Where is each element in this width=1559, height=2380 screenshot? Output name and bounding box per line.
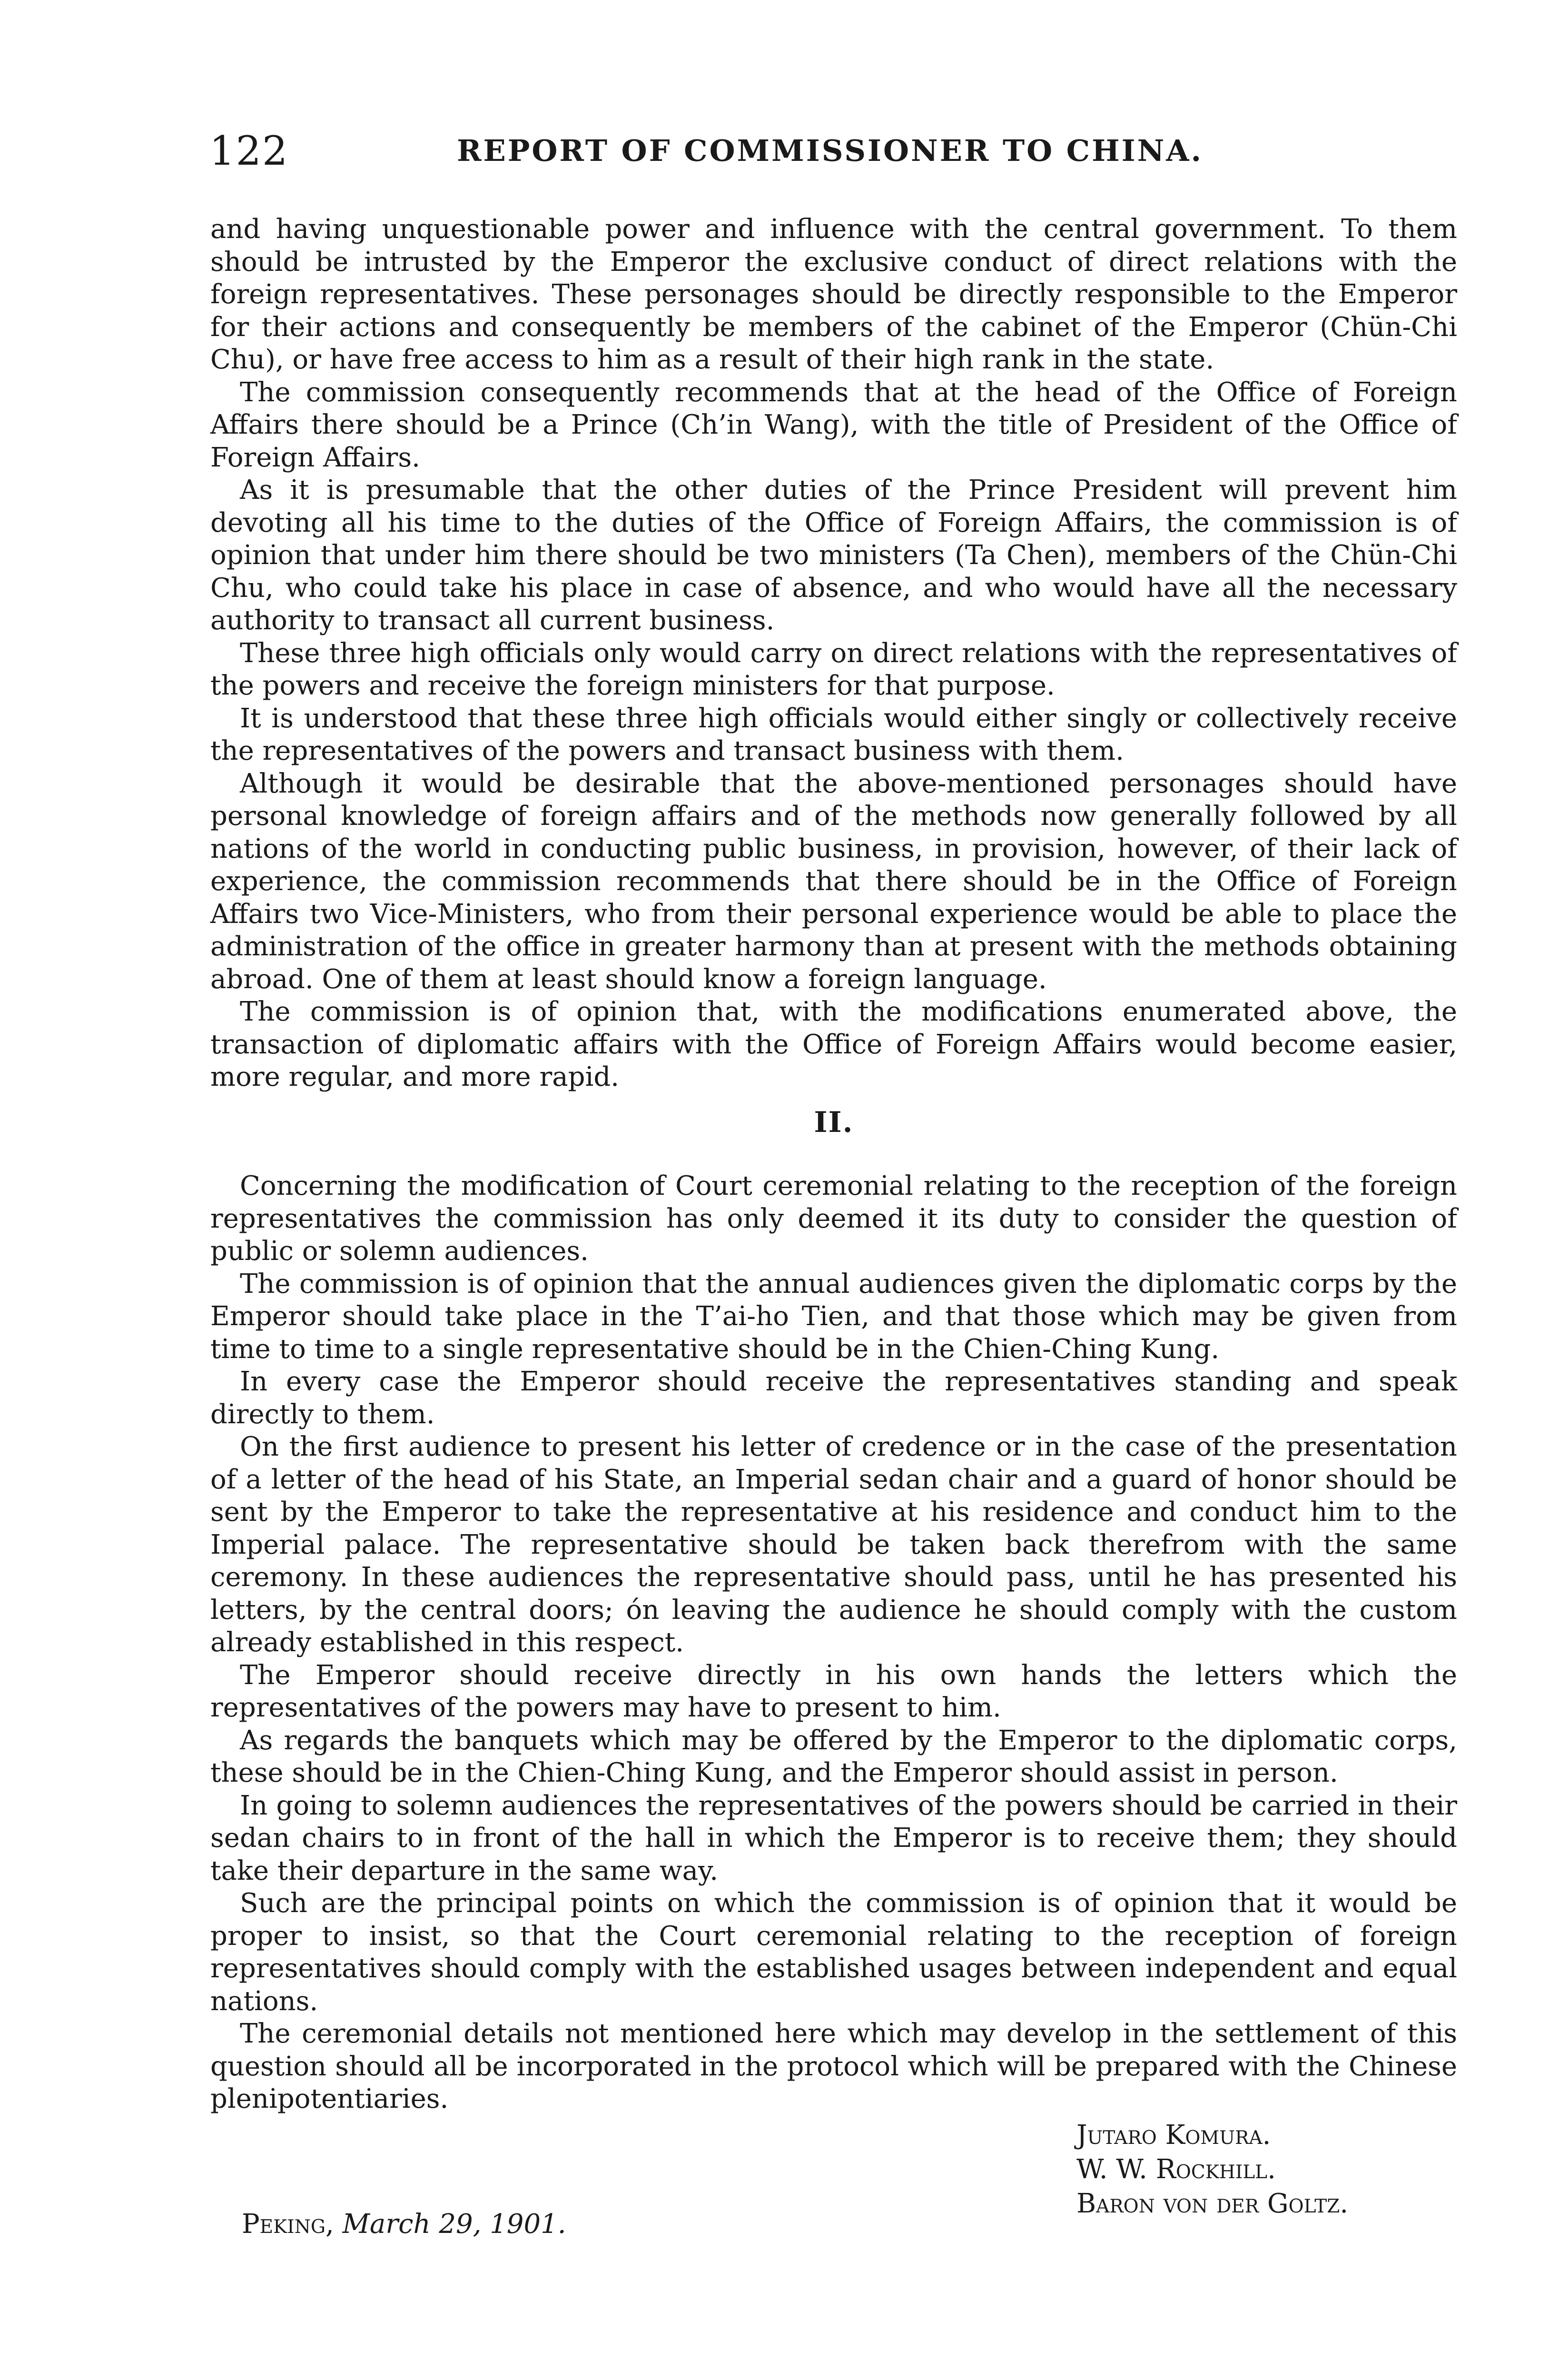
paragraph: It is understood that these three high officials would either singly or collectively receive the representatives of the powers and transact business with them.: [210, 703, 1457, 766]
paragraph: The commission is of opinion that the annual audiences given the diplomatic corps by the Emperor should take place in the T’ai-ho Tien, and that those which may be given from time to time to a single representative should be in the Chien-Ching Kung.: [210, 1268, 1457, 1365]
paragraph: These three high officials only would carry on direct relations with the representatives of the powers and receive the foreign ministers for that purpose.: [210, 637, 1457, 701]
paragraph: Such are the principal points on which the commission is of opinion that it would be proper to insist, so that the Court ceremonial relating to the reception of foreign representatives should comply with the established usages between independent and equal nations.: [210, 1888, 1457, 2017]
signature-block: [1076, 2118, 1348, 2221]
dateline-date: March 29, 1901.: [342, 2209, 566, 2240]
paragraph: As it is presumable that the other duties of the Prince President will prevent him devoting all his time to the duties of the Office of Foreign Affairs, the commission is of opinion that under him there should be two ministers (Ta Chen), members of the Chün-Chi Chu, who could take his place in case of absence, and who would have all the necessary authority to transact all current business.: [210, 475, 1457, 636]
page-header: [209, 128, 1456, 180]
dateline-place: Peking,: [242, 2209, 334, 2240]
section-heading: II.: [814, 1105, 854, 1139]
paragraph: Although it would be desirable that the above-mentioned personages should have personal knowledge of foreign affairs and of the methods now generally followed by all nations of the world in conducting public business, in provision, however, of their lack of experience, the commission recommends that there should be in the Office of Foreign Affairs two Vice-Ministers, who from their personal experience would be able to place the administration of the office in greater harmony than at present with the methods obtaining abroad. One of them at least should know a foreign language.: [210, 768, 1457, 995]
signatory-name: W. W. Rockhill.: [1076, 2154, 1276, 2185]
paragraph: The ceremonial details not mentioned here which may develop in the settlement of this question should all be incorporated in the protocol which will be prepared with the Chinese plenipotentiaries.: [210, 2018, 1457, 2114]
paragraph: and having unquestionable power and influence with the central government. To them should be intrusted by the Emperor the exclusive conduct of direct relations with the foreign representatives. These personages should be directly responsible to the Emperor for their actions and consequently be members of the cabinet of the Emperor (Chün-Chi Chu), or have free access to him as a result of their high rank in the state.: [210, 214, 1457, 375]
running-title: REPORT OF COMMISSIONER TO CHINA.: [457, 133, 1204, 168]
paragraph: The commission is of opinion that, with the modifications enumerated above, the transaction of diplomatic affairs with the Office of Foreign Affairs would become easier, more regular, and more rapid.: [210, 996, 1457, 1092]
page-number: 122: [209, 128, 289, 174]
dateline: [242, 2209, 566, 2240]
paragraph: On the first audience to present his letter of credence or in the case of the presentation of a letter of the head of his State, an Imperial sedan chair and a guard of honor should be sent by the Emperor to take the representative at his residence and conduct him to the Imperial palace. The representative should be taken back therefrom with the same ceremony. In these audiences the representative should pass, until he has presented his letters, by the central doors; ón leaving the audience he should comply with the custom already established in this respect.: [210, 1431, 1457, 1658]
signatory-name: Jutaro Komura.: [1076, 2120, 1271, 2151]
paragraph: Concerning the modification of Court ceremonial relating to the reception of the foreign representatives the commission has only deemed it its duty to consider the question of public or solemn audiences.: [210, 1170, 1457, 1267]
paragraph: In going to solemn audiences the representatives of the powers should be carried in their sedan chairs to in front of the hall in which the Emperor is to receive them; they should take their departure in the same way.: [210, 1790, 1457, 1886]
paragraph: The Emperor should receive directly in his own hands the letters which the representatives of the powers may have to present to him.: [210, 1659, 1457, 1723]
body-text: [210, 213, 1457, 2116]
paragraph: In every case the Emperor should receive the representatives standing and speak directly to them.: [210, 1366, 1457, 1430]
signatory-name: Baron von der Goltz.: [1076, 2188, 1349, 2219]
paragraph: As regards the banquets which may be offered by the Emperor to the diplomatic corps, these should be in the Chien-Ching Kung, and the Emperor should assist in person.: [210, 1725, 1457, 1788]
paragraph: The commission consequently recommends that at the head of the Office of Foreign Affairs there should be a Prince (Ch’in Wang), with the title of President of the Office of Foreign Affairs.: [210, 377, 1457, 473]
